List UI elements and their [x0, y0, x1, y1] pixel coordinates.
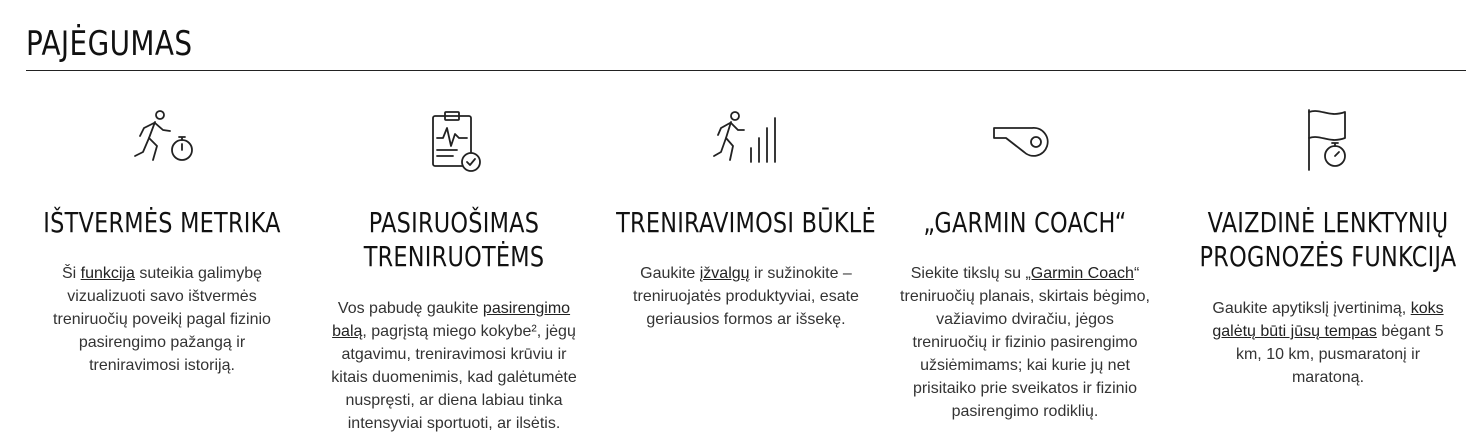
feature-title: IŠTVERMĖS METRIKA — [43, 206, 281, 239]
feature-title: TRENIRAVIMOSI BŪKLĖ — [616, 206, 876, 239]
feature-link[interactable]: koks galėtų būti jūsų tempas — [1212, 300, 1444, 340]
feature-description: Gaukite įžvalgų ir sužinokite – treniruojatės produktyviai, esate geriausios formos ar išsekę. — [633, 265, 859, 328]
feature-link[interactable]: pasirengimo balą — [332, 300, 571, 340]
feature-link[interactable]: „Garmin Coach — [1025, 265, 1134, 282]
feature-description: Siekite tikslų su „Garmin Coach“ treniruočių planais, skirtais bėgimo, važiavimo dviračiu, jėgos treniruočių ir fizinio pasirengimo užsiėmimams; kai kurie jų net prisitaiko prie sveikatos ir fizinio pasirengimo rodiklių. — [900, 265, 1150, 420]
feature-link[interactable]: įžvalgų — [699, 265, 750, 282]
runner-stopwatch-icon — [127, 108, 197, 172]
feature-link[interactable]: funkcija — [80, 265, 135, 282]
feature-title: PASIRUOŠIMAS TRENIRUOTĖMS — [363, 206, 545, 273]
clipboard-check-icon — [419, 108, 489, 172]
feature-description: Ši funkcija suteikia galimybę vizualizuoti savo ištvermės treniruočių poveikį pagal fizinio pasirengimo pažangą ir treniravimosi istoriją. — [53, 265, 271, 374]
feature-title: „GARMIN COACH“ — [923, 206, 1127, 239]
runner-progress-bars-icon — [711, 108, 781, 172]
feature-title: VAIZDINĖ LENKTYNIŲ PROGNOZĖS FUNKCIJA — [1199, 206, 1457, 273]
section-title: PAJĖGUMAS — [26, 24, 193, 64]
feature-description: Vos pabudę gaukite pasirengimo balą, pagrįstą miego kokybe², jėgų atgavimu, treniravimosi krūviu ir kitais duomenimis, kad galėtumėte nuspręsti, ar diena labiau tinka intensyviai sportuoti, ar ilsėtis. — [331, 300, 577, 432]
flag-stopwatch-icon — [1293, 108, 1363, 172]
whistle-icon — [990, 108, 1060, 172]
feature-description: Gaukite apytikslį įvertinimą, koks galėtų būti jūsų tempas bėgant 5 km, 10 km, pusmaratonį ir maratoną. — [1212, 300, 1444, 386]
